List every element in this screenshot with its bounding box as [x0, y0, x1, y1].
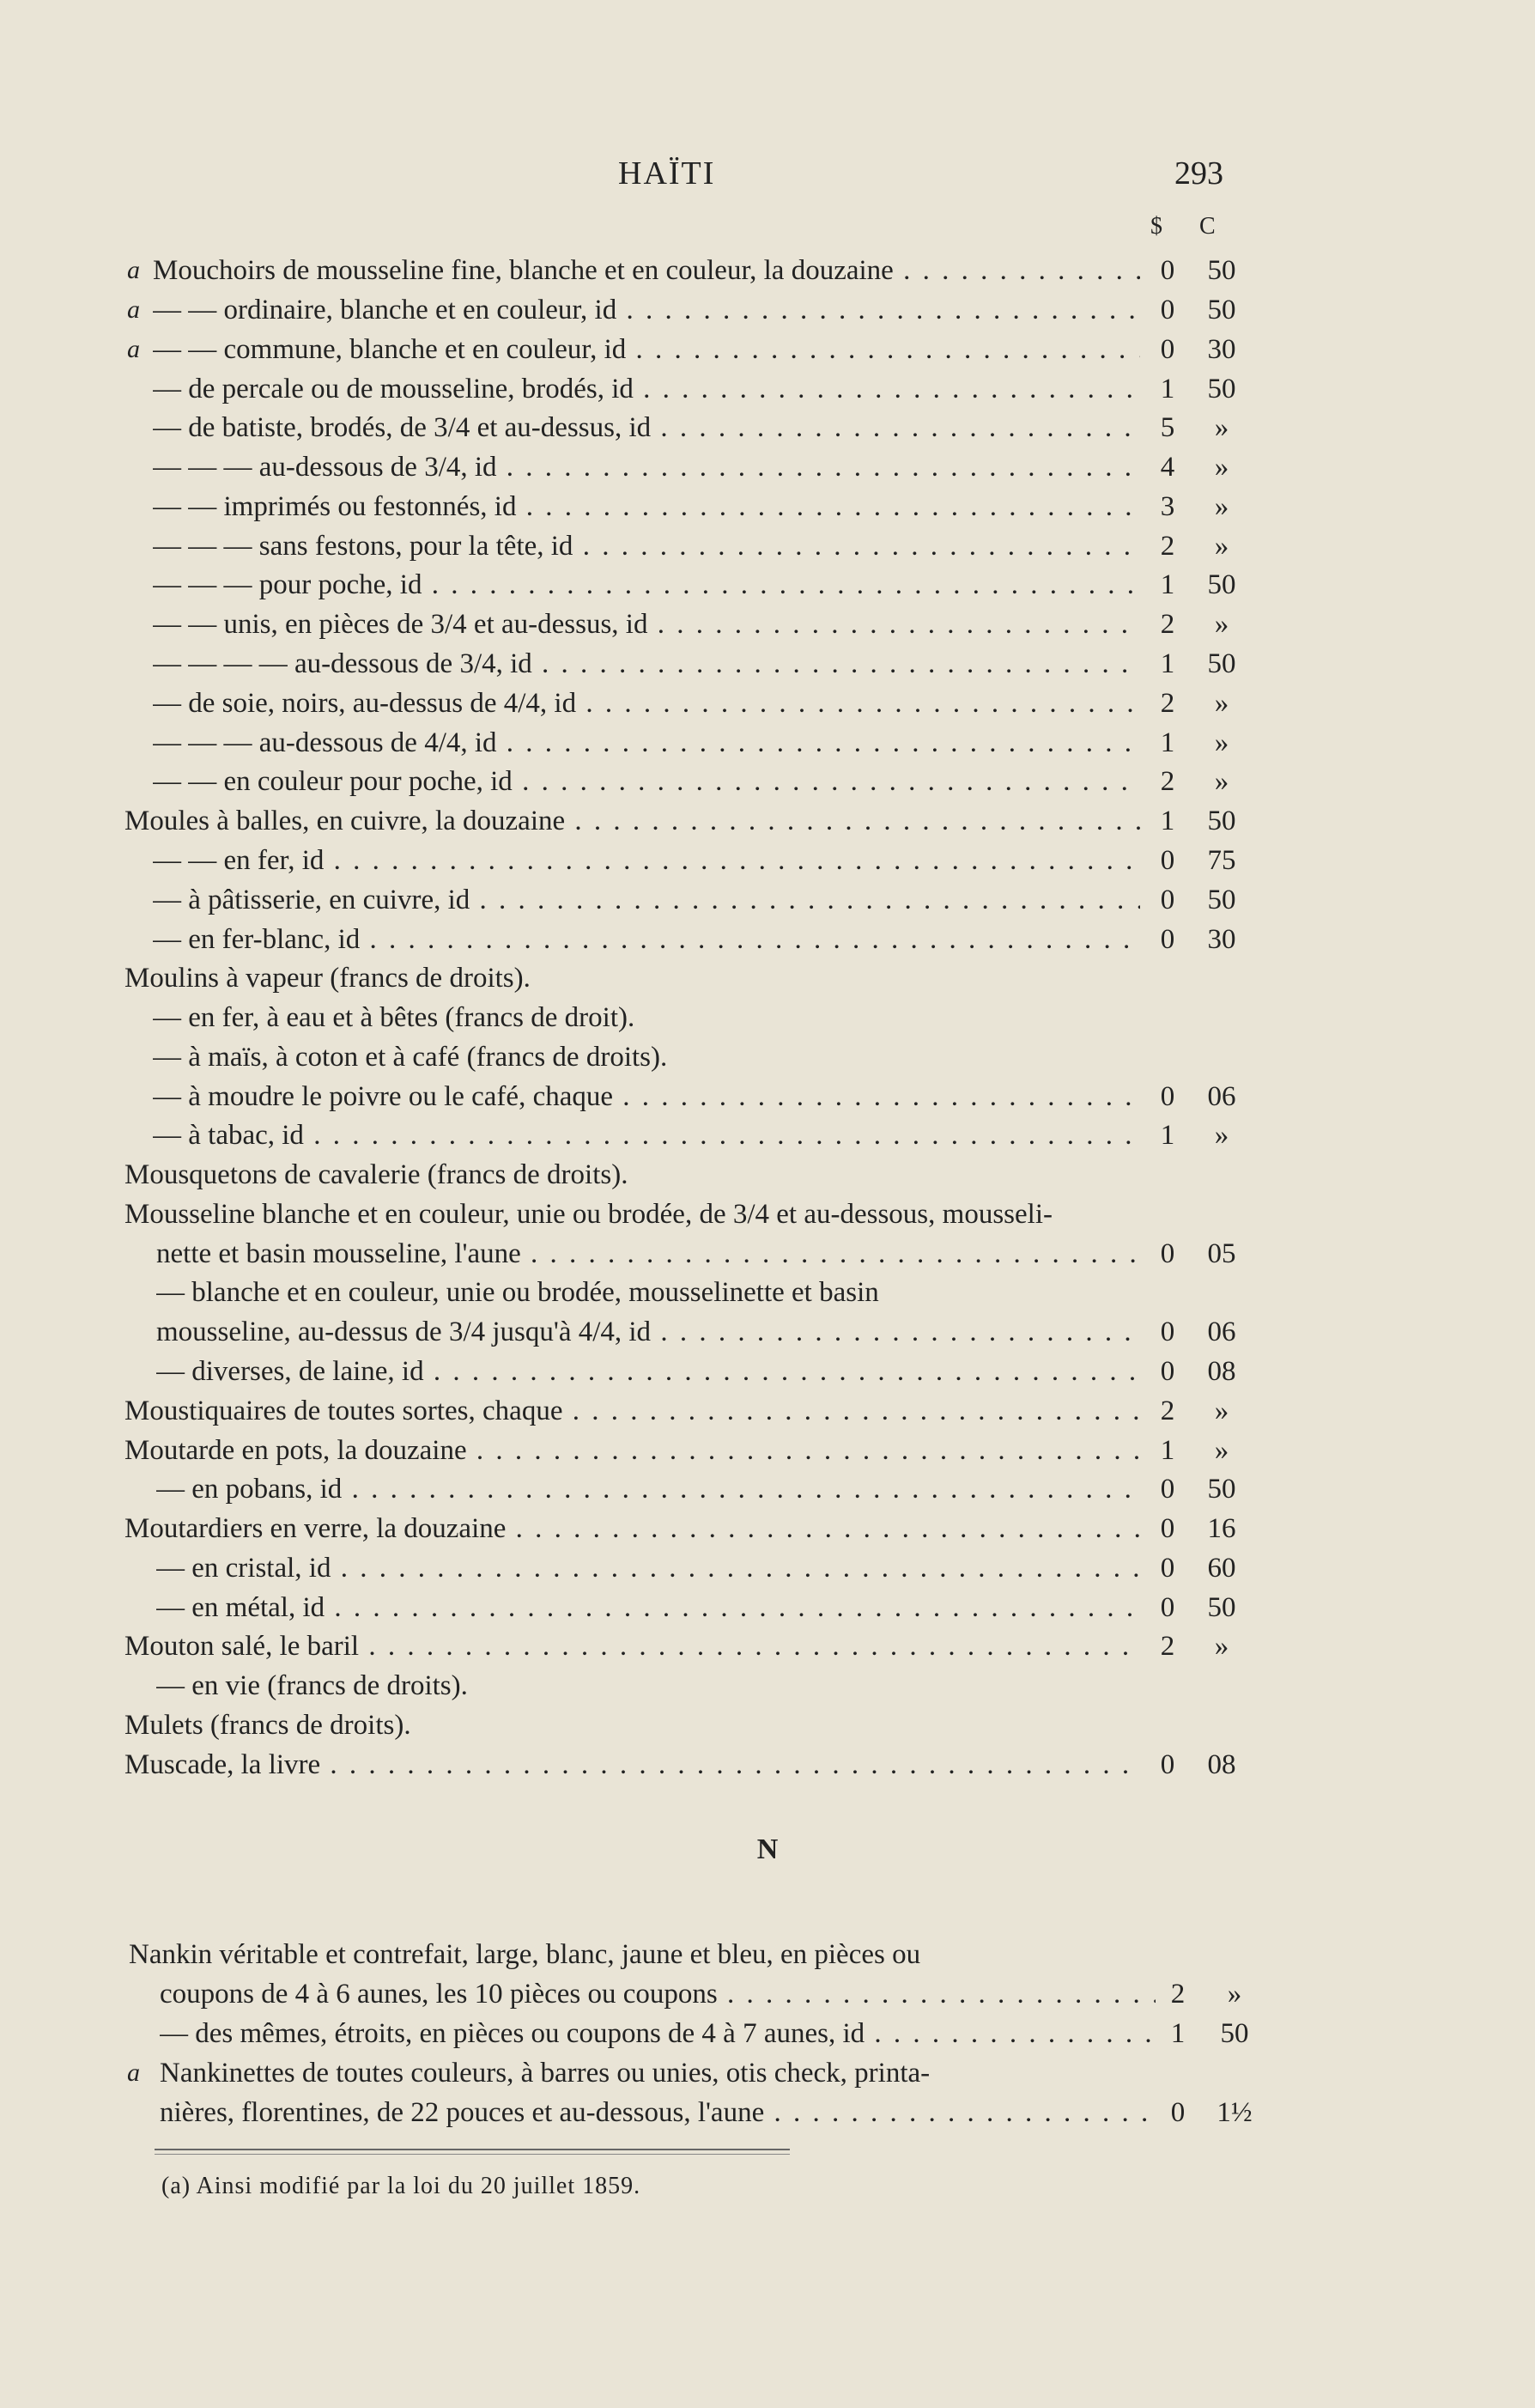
entry-text: — de soie, noirs, au-dessus de 4/4, id . . .	[153, 684, 1140, 723]
entry-text: — — — au-dessous de 4/4, id . . .	[153, 723, 1140, 763]
entry-text: Moustiquaires de toutes sortes, chaque . . .	[124, 1391, 1140, 1431]
entry-text: Nankin véritable et contrefait, large, blanc, jaune et bleu, en pièces ou	[129, 1939, 921, 1970]
cent-value: 50	[1220, 2018, 1249, 2049]
cent-value: »	[1214, 1396, 1229, 1426]
cent-value: »	[1214, 1631, 1229, 1662]
cent-value: 50	[1207, 1592, 1236, 1623]
table-row	[0, 1116, 1535, 1155]
unit-header	[1146, 213, 1249, 247]
marker: a	[127, 2058, 140, 2087]
dollar-value: 2	[1160, 609, 1175, 640]
dollar-value: 2	[1160, 531, 1175, 562]
entry-text: — en cristal, id . . .	[156, 1548, 1140, 1588]
table-row	[0, 565, 1535, 605]
table-row	[0, 2093, 1535, 2132]
dollar-value: 0	[1160, 1592, 1175, 1623]
dollar-value: 0	[1160, 334, 1175, 365]
entry-text: — en pobans, id . . .	[156, 1469, 1140, 1509]
table-row	[0, 880, 1535, 920]
cent-value: »	[1214, 1435, 1229, 1466]
entry-text: Mouchoirs de mousseline fine, blanche et en couleur, la douzaine . . .	[153, 251, 1140, 290]
table-row	[0, 251, 1535, 290]
table-row	[0, 1509, 1535, 1548]
dollar-value: 1	[1160, 1120, 1175, 1151]
table-row	[0, 1627, 1535, 1666]
running-head	[0, 144, 1535, 196]
cent-value: 50	[1207, 255, 1236, 286]
cent-value: 30	[1207, 334, 1236, 365]
entry-text: Mouton salé, le baril . . .	[124, 1627, 1140, 1666]
table-row	[0, 1974, 1535, 2014]
entry-text: Nankinettes de toutes couleurs, à barres ou unies, otis check, printa-	[160, 2058, 931, 2089]
table-row	[0, 841, 1535, 880]
table-row	[0, 1155, 1535, 1195]
dollar-value: 4	[1160, 452, 1175, 483]
cent-value: »	[1214, 491, 1229, 522]
cent-value: 50	[1207, 1474, 1236, 1505]
table-row	[0, 1312, 1535, 1352]
dollar-value: 0	[1160, 885, 1175, 915]
cent-value: 50	[1207, 374, 1236, 404]
entry-text: — diverses, de laine, id . . .	[156, 1352, 1140, 1391]
dollar-value: 0	[1160, 295, 1175, 325]
table-row	[0, 762, 1535, 801]
table-row	[0, 958, 1535, 998]
entry-text: nette et basin mousseline, l'aune . . .	[156, 1234, 1140, 1274]
cent-value: 75	[1207, 845, 1236, 876]
table-row	[0, 684, 1535, 723]
entry-text: — de batiste, brodés, de 3/4 et au-dessus, id . . .	[153, 408, 1140, 447]
dollar-value: 2	[1160, 688, 1175, 719]
table-row	[0, 920, 1535, 959]
entry-text: coupons de 4 à 6 aunes, les 10 pièces ou coupons . . .	[160, 1974, 1156, 2014]
entry-text: — — commune, blanche et en couleur, id . . .	[153, 330, 1140, 369]
dollar-value: 1	[1160, 374, 1175, 404]
cent-unit: C	[1199, 213, 1216, 240]
footnote-rule-thin	[155, 2154, 790, 2155]
marker: a	[127, 335, 140, 363]
table-row	[0, 2053, 1535, 2093]
dollar-value: 0	[1160, 1474, 1175, 1505]
cent-value: 50	[1207, 648, 1236, 679]
entry-text: — — en couleur pour poche, id . . .	[153, 762, 1140, 801]
dollar-value: 1	[1170, 2018, 1186, 2049]
table-row	[0, 1391, 1535, 1431]
page-number: 293	[1174, 155, 1223, 192]
entry-text: — à tabac, id . . .	[153, 1116, 1140, 1155]
cent-value: »	[1214, 609, 1229, 640]
dollar-value: 1	[1160, 727, 1175, 758]
dollar-value: 0	[1160, 1356, 1175, 1387]
table-row	[0, 1077, 1535, 1116]
dollar-value: 0	[1160, 1238, 1175, 1269]
cent-value: 50	[1207, 295, 1236, 325]
table-row	[0, 1431, 1535, 1470]
cent-value: 06	[1207, 1316, 1236, 1347]
dollar-value: 0	[1160, 255, 1175, 286]
table-row	[0, 330, 1535, 369]
dollar-value: 1	[1160, 569, 1175, 600]
page-title: HAÏTI	[618, 155, 716, 192]
entry-text: Moules à balles, en cuivre, la douzaine . . .	[124, 801, 1140, 841]
dollar-value: 2	[1160, 766, 1175, 797]
table-row	[0, 1469, 1535, 1509]
entry-text: mousseline, au-dessus de 3/4 jusqu'à 4/4, id . . .	[156, 1312, 1140, 1352]
table-row	[0, 1195, 1535, 1234]
dollar-value: 0	[1160, 1513, 1175, 1544]
table-row	[0, 1548, 1535, 1588]
table-row	[0, 1234, 1535, 1274]
table-row	[0, 1706, 1535, 1745]
entry-text: — des mêmes, étroits, en pièces ou coupons de 4 à 7 aunes, id . . .	[160, 2014, 1156, 2053]
table-row	[0, 290, 1535, 330]
table-row	[0, 1745, 1535, 1785]
dollar-value: 1	[1160, 1435, 1175, 1466]
entry-text: Moutarde en pots, la douzaine . . .	[124, 1431, 1140, 1470]
dollar-value: 0	[1160, 1553, 1175, 1584]
cent-value: »	[1214, 727, 1229, 758]
dollar-value: 1	[1160, 806, 1175, 836]
entry-text: — — unis, en pièces de 3/4 et au-dessus, id . . .	[153, 605, 1140, 644]
entry-text: Moutardiers en verre, la douzaine . . .	[124, 1509, 1140, 1548]
dollar-value: 0	[1160, 1081, 1175, 1112]
table-row	[0, 1935, 1535, 1974]
table-row	[0, 1352, 1535, 1391]
cent-value: »	[1214, 688, 1229, 719]
marker: a	[127, 256, 140, 284]
cent-value: »	[1227, 1979, 1242, 2010]
entry-text: — en fer, à eau et à bêtes (francs de droit).	[153, 1002, 635, 1033]
marker: a	[127, 295, 140, 324]
entry-text: — — — au-dessous de 3/4, id . . .	[153, 447, 1140, 487]
cent-value: »	[1214, 1120, 1229, 1151]
entry-text: — — en fer, id . . .	[153, 841, 1140, 880]
cent-value: 08	[1207, 1356, 1236, 1387]
table-row	[0, 644, 1535, 684]
dollar-value: 2	[1170, 1979, 1186, 2010]
cent-value: »	[1214, 412, 1229, 443]
entry-text: — — — pour poche, id . . .	[153, 565, 1140, 605]
table-row	[0, 487, 1535, 526]
cent-value: 50	[1207, 806, 1236, 836]
table-row	[0, 526, 1535, 566]
dollar-value: 5	[1160, 412, 1175, 443]
cent-value: 30	[1207, 924, 1236, 955]
cent-value: 05	[1207, 1238, 1236, 1269]
table-row	[0, 1588, 1535, 1627]
table-row	[0, 998, 1535, 1037]
entry-text: nières, florentines, de 22 pouces et au-dessous, l'aune . . .	[160, 2093, 1156, 2132]
dollar-value: 0	[1160, 845, 1175, 876]
entry-text: Moulins à vapeur (francs de droits).	[124, 963, 531, 994]
dollar-value: 2	[1160, 1631, 1175, 1662]
entry-text: — en vie (francs de droits).	[156, 1670, 468, 1701]
dollar-value: 0	[1170, 2097, 1186, 2128]
entry-text: Mousseline blanche et en couleur, unie ou brodée, de 3/4 et au-dessous, mousseli-	[124, 1199, 1053, 1230]
table-row	[0, 1666, 1535, 1706]
dollar-value: 1	[1160, 648, 1175, 679]
entry-text: Mousquetons de cavalerie (francs de droits).	[124, 1159, 628, 1190]
entry-text: — — — sans festons, pour la tête, id . . .	[153, 526, 1140, 566]
entry-text: — — ordinaire, blanche et en couleur, id . . .	[153, 290, 1140, 330]
dollar-value: 0	[1160, 924, 1175, 955]
entry-text: — blanche et en couleur, unie ou brodée, mousselinette et basin	[156, 1277, 879, 1308]
entry-text: — en fer-blanc, id . . .	[153, 920, 1140, 959]
cent-value: 60	[1207, 1553, 1236, 1584]
table-row	[0, 1037, 1535, 1077]
table-row	[0, 1273, 1535, 1312]
table-row	[0, 2014, 1535, 2053]
cent-value: 50	[1207, 569, 1236, 600]
entry-text: — à pâtisserie, en cuivre, id . . .	[153, 880, 1140, 920]
dollar-value: 0	[1160, 1749, 1175, 1780]
footnote: (a) Ainsi modifié par la loi du 20 juillet 1859.	[161, 2173, 641, 2199]
cent-value: 1½	[1216, 2097, 1253, 2128]
entry-text: — en métal, id . . .	[156, 1588, 1140, 1627]
section-letter: N	[756, 1833, 779, 1865]
table-row	[0, 605, 1535, 644]
entry-text: — à maïs, à coton et à café (francs de droits).	[153, 1042, 668, 1073]
cent-value: »	[1214, 766, 1229, 797]
entry-text: — de percale ou de mousseline, brodés, id . . .	[153, 369, 1140, 409]
table-row	[0, 369, 1535, 409]
cent-value: 50	[1207, 885, 1236, 915]
dollar-value: 0	[1160, 1316, 1175, 1347]
dollar-value: 3	[1160, 491, 1175, 522]
cent-value: »	[1214, 531, 1229, 562]
footnote-rule	[155, 2149, 790, 2150]
entry-text: Muscade, la livre . . .	[124, 1745, 1140, 1785]
dollar-value: 2	[1160, 1396, 1175, 1426]
entry-text: — — — — au-dessous de 3/4, id . . .	[153, 644, 1140, 684]
entry-text: — à moudre le poivre ou le café, chaque . . .	[153, 1077, 1140, 1116]
cent-value: 08	[1207, 1749, 1236, 1780]
entry-text: — — imprimés ou festonnés, id . . .	[153, 487, 1140, 526]
table-row	[0, 723, 1535, 763]
cent-value: 06	[1207, 1081, 1236, 1112]
cent-value: »	[1214, 452, 1229, 483]
table-row	[0, 408, 1535, 447]
cent-value: 16	[1207, 1513, 1236, 1544]
table-row	[0, 447, 1535, 487]
table-row	[0, 801, 1535, 841]
entry-text: Mulets (francs de droits).	[124, 1710, 411, 1741]
dollar-unit: $	[1150, 213, 1162, 240]
